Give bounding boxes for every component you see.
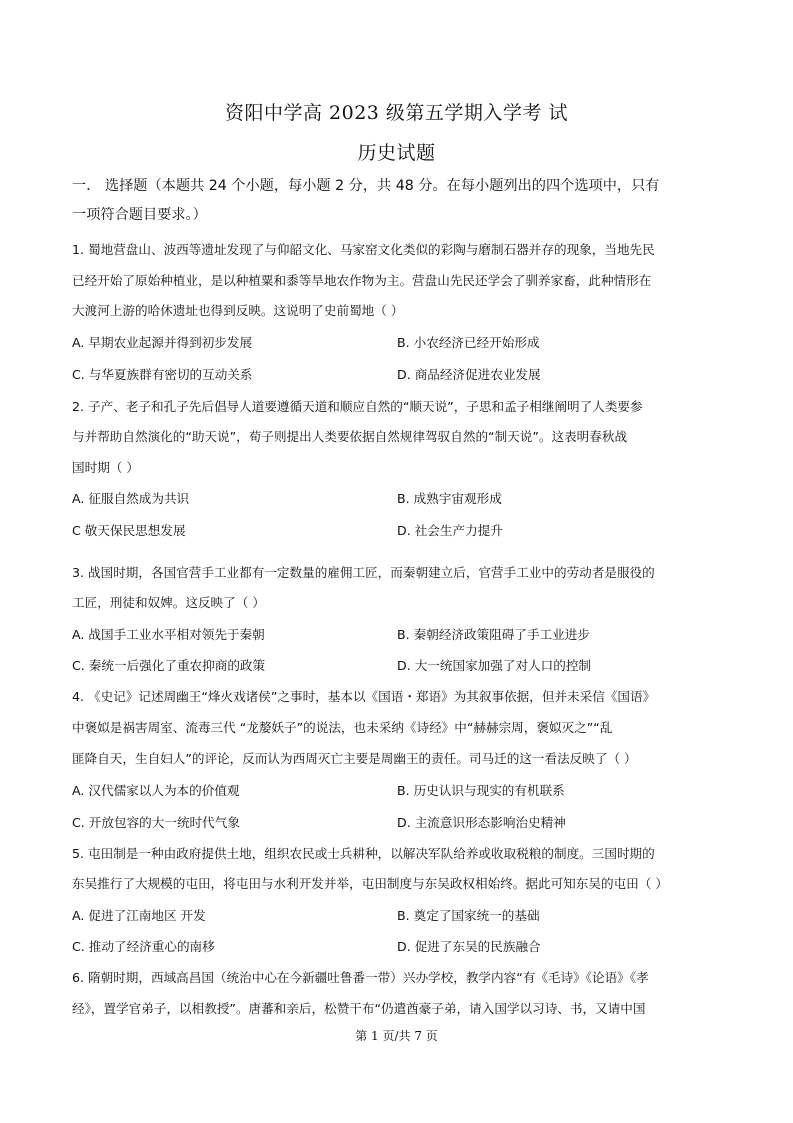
question-text: 2. 子产、老子和孔子先后倡导人道要遵循天道和顺应自然的“顺天说”，子思和孟子相继阐明了人类要参: [72, 399, 643, 414]
option-c: C. 与华夏族群有密切的互动关系: [72, 367, 253, 382]
option-a: A. 早期农业起源并得到初步发展: [72, 335, 253, 350]
option-b: B. 历史认识与现实的有机联系: [397, 783, 565, 798]
section-heading: 一． 选择题（本题共 24 个小题，每小题 2 分，共 48 分。在每小题列出的四个选项中，只有: [72, 178, 660, 194]
option-c: C. 秦统一后强化了重农抑商的政策: [72, 658, 266, 673]
option-b: B. 奠定了国家统一的基础: [397, 908, 540, 923]
question-text: 经》，置学官弟子，以相教授”。唐蕃和亲后，松赞干布“仍遣酋豪子弟，请入国学以习诗、书，又请中国: [72, 1001, 646, 1016]
question-text: 大渡河上游的哈休遗址也得到反映。这说明了史前蜀地（ ）: [72, 303, 404, 318]
option-b: B. 成熟宇宙观形成: [397, 491, 502, 506]
question-text: 3. 战国时期，各国官营手工业都有一定数量的雇佣工匠，而秦朝建立后，官营手工业中的劳动者是服役的: [72, 565, 655, 580]
option-d: D. 大一统国家加强了对人口的控制: [397, 658, 592, 673]
option-c: C 敬天保民思想发展: [72, 523, 186, 538]
question-text: 与并帮助自然演化的“助天说”，荀子则提出人类要依据自然规律驾驭自然的“制天说”。这表明春秋战: [72, 429, 628, 444]
question-text: 东吴推行了大规模的屯田，将屯田与水利开发并举，屯田制度与东吴政权相始终。据此可知东吴的屯田（ ）: [72, 876, 668, 891]
option-d: D. 主流意识形态影响治史精神: [397, 815, 566, 830]
question-text: 匪降自天，生自妇人”的评论，反而认为西周灭亡主要是周幽王的责任。司马迁的这一看法反映了（ ）: [72, 751, 637, 766]
exam-title: 资阳中学高 2023 级第五学期入学考 试: [225, 102, 568, 124]
question-text: 4. 《史记》记述周幽王“烽火戏诸侯”之事时，基本以《国语・郑语》为其叙事依据，但并未采信《国语》: [72, 689, 656, 704]
option-d: D. 促进了东吴的民族融合: [397, 939, 541, 954]
question-text: 1. 蜀地营盘山、波西等遗址发现了与仰韶文化、马家窑文化类似的彩陶与磨制石器并存的现象，当地先民: [72, 242, 655, 257]
option-a: A. 征服自然成为共识: [72, 491, 190, 506]
option-a: A. 汉代儒家以人为本的价值观: [72, 783, 240, 798]
question-text: 国时期（ ）: [72, 460, 139, 475]
question-text: 5. 屯田制是一种由政府提供土地，组织农民或士兵耕种，以解决军队给养或收取税粮的制度。三国时期的: [72, 846, 655, 861]
option-c: C. 推动了经济重心的南移: [72, 939, 215, 954]
exam-subtitle: 历史试题: [357, 142, 436, 164]
section-heading-cont: 一项符合题目要求。）: [72, 207, 207, 223]
option-b: B. 秦朝经济政策阻碍了手工业进步: [397, 627, 590, 642]
option-a: A. 促进了江南地区 开发: [72, 908, 206, 923]
page-footer: 第 1 页/共 7 页: [355, 1029, 438, 1043]
option-c: C. 开放包容的大一统时代气象: [72, 815, 240, 830]
question-text: 中褒姒是祸害周室、流毒三代 “龙嫠妖子”的说法，也未采纳《诗经》中“赫赫宗周，褒姒灭之”“乱: [72, 720, 613, 735]
question-text: 已经开始了原始种植业，是以种植粟和黍等旱地农作物为主。营盘山先民还学会了驯养家畜，此种情形在: [72, 273, 652, 288]
option-a: A. 战国手工业水平相对领先于秦朝: [72, 627, 265, 642]
question-text: 6. 隋朝时期，西域高昌国（统治中心在今新疆吐鲁番一带）兴办学校，教学内容“有《毛诗》《论语》《孝: [72, 970, 649, 985]
option-b: B. 小农经济已经开始形成: [397, 335, 540, 350]
question-text: 工匠，刑徒和奴婢。这反映了（ ）: [72, 595, 265, 610]
option-d: D. 商品经济促进农业发展: [397, 367, 541, 382]
option-d: D. 社会生产力提升: [397, 523, 503, 538]
